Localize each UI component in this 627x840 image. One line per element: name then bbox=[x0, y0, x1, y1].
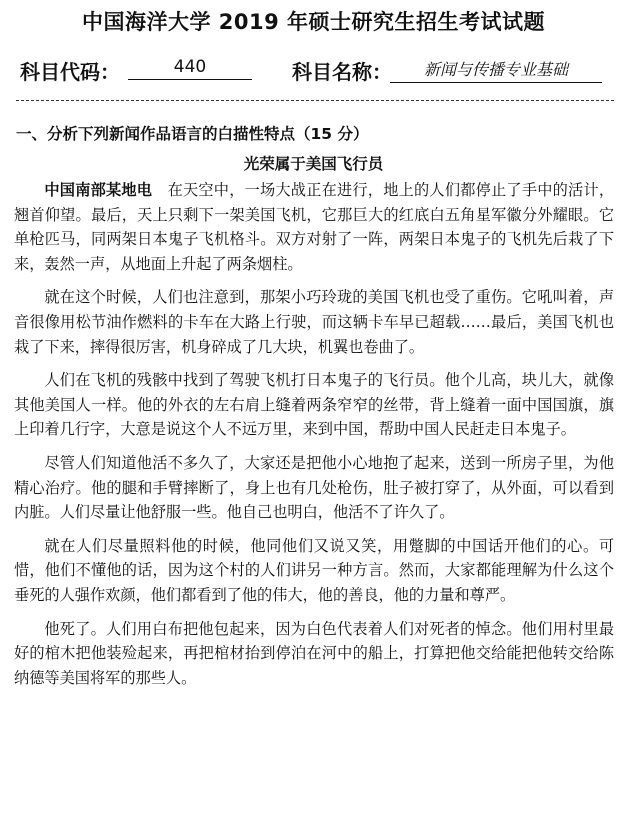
paragraph-text: 尽管人们知道他活不多久了，大家还是把他小心地抱了起来，送到一所房子里，为他精心治疗。他的腿和手臂摔断了，身上也有几处枪伤，肚子被打穿了，从外面，可以看到内脏。人们尽量让他舒服一些。他自己也明白，他活不了许久了。 bbox=[14, 453, 614, 522]
dateline: 中国南部某地电 bbox=[44, 181, 153, 199]
paragraph-text: 在天空中，一场大战正在进行，地上的人们都停止了手中的活计，翘首仰望。最后，天上只剩下一架美国飞机，它那巨大的红底白五角星军徽分外耀眼。它单枪匹马，同两架日本鬼子飞机格斗。双方对射了一阵，两架日本鬼子的飞机先后栽了下来，轰然一声，从地面上升起了两条烟柱。 bbox=[14, 181, 615, 273]
subject-info bbox=[0, 56, 627, 90]
subject-name-label: 科目名称： bbox=[292, 60, 392, 84]
article-paragraph bbox=[14, 285, 614, 359]
subject-name-value: 新闻与传播专业基础 bbox=[390, 57, 602, 83]
paragraph-text: 他死了。人们用白布把他包起来，因为白色代表着人们对死者的悼念。他们用村里最好的棺木把他装殓起来，再把棺材抬到停泊在河中的船上，打算把他交给能把他转交给陈纳德等美国将军的那些人。 bbox=[14, 619, 614, 687]
article-paragraph bbox=[14, 534, 614, 608]
article-title: 光荣属于美国飞行员 bbox=[243, 155, 384, 173]
paragraph-text: 就在这个时候，人们也注意到，那架小巧玲珑的美国飞机也受了重伤。它吼叫着，声音很像用松节油作燃料的卡车在大路上行驶，而这辆卡车早已超载……最后，美国飞机也栽了下来，摔得很厉害，机身碎成了几大块，机翼也卷曲了。 bbox=[14, 288, 614, 356]
paragraph-text: 就在人们尽量照料他的时候，他同他们又说又笑，用蹩脚的中国话开他们的心。可惜，他们不懂他的话，因为这个村的人们讲另一种方言。然而，大家都能理解为什么这个垂死的人强作欢颜，他们都看到了他的伟大，他的善良，他的力量和尊严。 bbox=[14, 536, 614, 604]
subject-code-value: 440 bbox=[128, 57, 252, 80]
dashed-divider bbox=[16, 100, 614, 101]
article-paragraph bbox=[14, 368, 614, 442]
exam-title: 中国海洋大学 2019 年硕士研究生招生考试试题 bbox=[81, 10, 546, 34]
paragraph-text: 人们在飞机的残骸中找到了驾驶飞机打日本鬼子的飞行员。他个儿高，块儿大，就像其他美国人一样。他的外衣的左右肩上缝着两条窄窄的丝带，背上缝着一面中国国旗，旗上印着几行字，大意是说这个人不远万里，来到中国，帮助中国人民赶走日本鬼子。 bbox=[14, 371, 614, 439]
article-paragraph bbox=[14, 617, 614, 691]
subject-code-label: 科目代码： bbox=[20, 60, 120, 84]
article-paragraph bbox=[14, 451, 614, 525]
article-body bbox=[14, 178, 614, 699]
article-paragraph bbox=[14, 178, 614, 276]
section-heading: 一、分析下列新闻作品语言的白描性特点（15 分） bbox=[16, 125, 369, 143]
